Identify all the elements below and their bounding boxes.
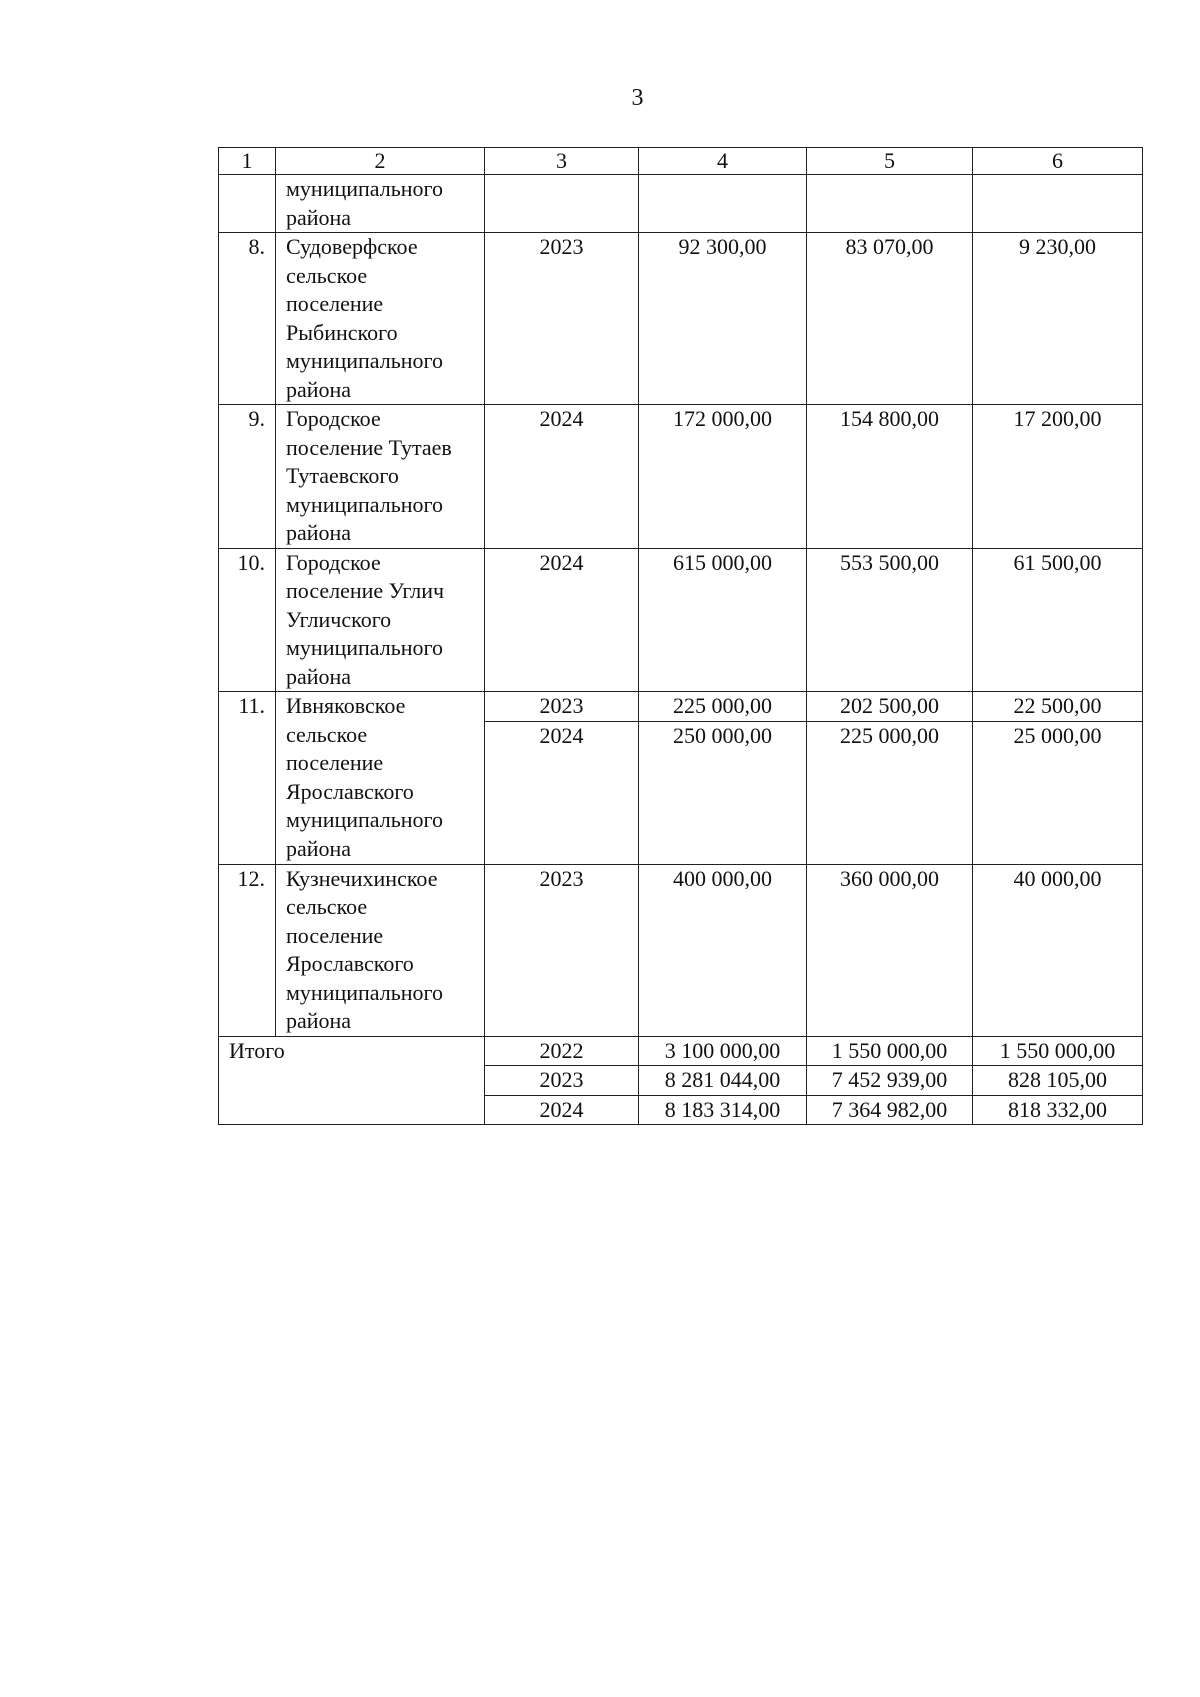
- column-number: 3: [485, 148, 639, 175]
- name-line: Судоверфское: [286, 234, 418, 259]
- total-cell: 8 183 314,00: [639, 1095, 807, 1125]
- name-line: поселение: [286, 922, 384, 948]
- name-line: поселение: [286, 750, 384, 775]
- col5-cell: 360 000,00: [807, 864, 973, 1036]
- index-cell: 9.: [219, 405, 276, 549]
- total-cell: 615 000,00: [639, 548, 807, 692]
- name-line: Ивняковское: [286, 693, 406, 718]
- table-row: [219, 233, 1143, 405]
- name-line: муниципального: [286, 348, 444, 373]
- column-number: 2: [276, 148, 485, 175]
- municipality-name-cell: [276, 233, 485, 405]
- municipality-name-cell: [276, 864, 485, 1036]
- name-line: района: [286, 1008, 352, 1033]
- table-row: [219, 864, 1143, 1036]
- col5-cell: 1 550 000,00: [807, 1036, 973, 1066]
- col6-cell: 9 230,00: [973, 233, 1143, 405]
- name-line: района: [286, 520, 352, 545]
- name-line: района: [286, 204, 352, 230]
- name-line: муниципального: [286, 491, 444, 517]
- index-cell: 11.: [219, 692, 276, 865]
- total-cell: 225 000,00: [639, 692, 807, 722]
- name-line: муниципального: [286, 979, 444, 1005]
- name-line: поселение Углич: [286, 578, 445, 603]
- total-cell: 92 300,00: [639, 233, 807, 405]
- year-cell: 2023: [485, 864, 639, 1036]
- col5-cell: 553 500,00: [807, 548, 973, 692]
- subsidy-table: [218, 147, 1143, 1125]
- name-line: района: [286, 376, 352, 402]
- name-line: сельское: [286, 262, 368, 288]
- name-line: Ярославского: [286, 778, 414, 804]
- year-cell: 2023: [485, 233, 639, 405]
- index-cell: 12.: [219, 864, 276, 1036]
- col6-cell: 17 200,00: [973, 405, 1143, 549]
- table-row: [219, 548, 1143, 692]
- col5-cell: 202 500,00: [807, 692, 973, 722]
- col6-cell: 22 500,00: [973, 692, 1143, 722]
- column-number: 4: [639, 148, 807, 175]
- name-line: Угличского: [286, 606, 392, 632]
- column-number-row: [219, 148, 1143, 175]
- total-cell: 250 000,00: [639, 721, 807, 864]
- column-number: 6: [973, 148, 1143, 175]
- year-cell: 2023: [485, 692, 639, 722]
- name-line: Городское: [286, 549, 381, 575]
- col6-cell: 1 550 000,00: [973, 1036, 1143, 1066]
- year-cell: 2024: [485, 721, 639, 864]
- index-cell: 10.: [219, 548, 276, 692]
- total-cell: [639, 175, 807, 233]
- name-line: поселение Тутаев: [286, 434, 452, 460]
- municipality-name-cell: [276, 692, 485, 865]
- page-number: 3: [631, 85, 644, 111]
- col5-cell: [807, 175, 973, 233]
- col5-cell: 225 000,00: [807, 721, 973, 864]
- municipality-name-cell: [276, 548, 485, 692]
- name-line: Тутаевского: [286, 463, 399, 488]
- col6-cell: [973, 175, 1143, 233]
- table-row-continued: [219, 175, 1143, 233]
- name-line: района: [286, 663, 352, 689]
- name-line: района: [286, 835, 352, 861]
- table-row: [219, 692, 1143, 722]
- totals-label: Итого: [219, 1036, 485, 1125]
- table-row: [219, 405, 1143, 549]
- total-cell: 8 281 044,00: [639, 1066, 807, 1096]
- total-cell: 172 000,00: [639, 405, 807, 549]
- year-cell: [485, 175, 639, 233]
- col5-cell: 7 452 939,00: [807, 1066, 973, 1096]
- year-cell: 2022: [485, 1036, 639, 1066]
- totals-row: [219, 1036, 1143, 1066]
- col5-cell: 83 070,00: [807, 233, 973, 405]
- col6-cell: 828 105,00: [973, 1066, 1143, 1096]
- name-line: муниципального: [286, 807, 444, 832]
- municipality-name-cell: [276, 405, 485, 549]
- col6-cell: 40 000,00: [973, 864, 1143, 1036]
- total-cell: 3 100 000,00: [639, 1036, 807, 1066]
- col5-cell: 7 364 982,00: [807, 1095, 973, 1125]
- name-line: поселение: [286, 291, 384, 316]
- year-cell: 2024: [485, 405, 639, 549]
- name-line: муниципального: [286, 635, 444, 660]
- year-cell: 2023: [485, 1066, 639, 1096]
- column-number: 1: [219, 148, 276, 175]
- year-cell: 2024: [485, 548, 639, 692]
- name-line: Рыбинского: [286, 319, 398, 345]
- name-line: Кузнечихинское: [286, 865, 438, 891]
- col6-cell: 25 000,00: [973, 721, 1143, 864]
- name-line: сельское: [286, 721, 368, 747]
- index-cell: 8.: [219, 233, 276, 405]
- name-line: Городское: [286, 406, 381, 431]
- col6-cell: 818 332,00: [973, 1095, 1143, 1125]
- name-line: сельское: [286, 894, 368, 919]
- column-number: 5: [807, 148, 973, 175]
- total-cell: 400 000,00: [639, 864, 807, 1036]
- index-cell: [219, 175, 276, 233]
- municipality-name-cell: [276, 175, 485, 233]
- name-line: муниципального: [286, 176, 444, 201]
- col5-cell: 154 800,00: [807, 405, 973, 549]
- year-cell: 2024: [485, 1095, 639, 1125]
- name-line: Ярославского: [286, 951, 414, 976]
- col6-cell: 61 500,00: [973, 548, 1143, 692]
